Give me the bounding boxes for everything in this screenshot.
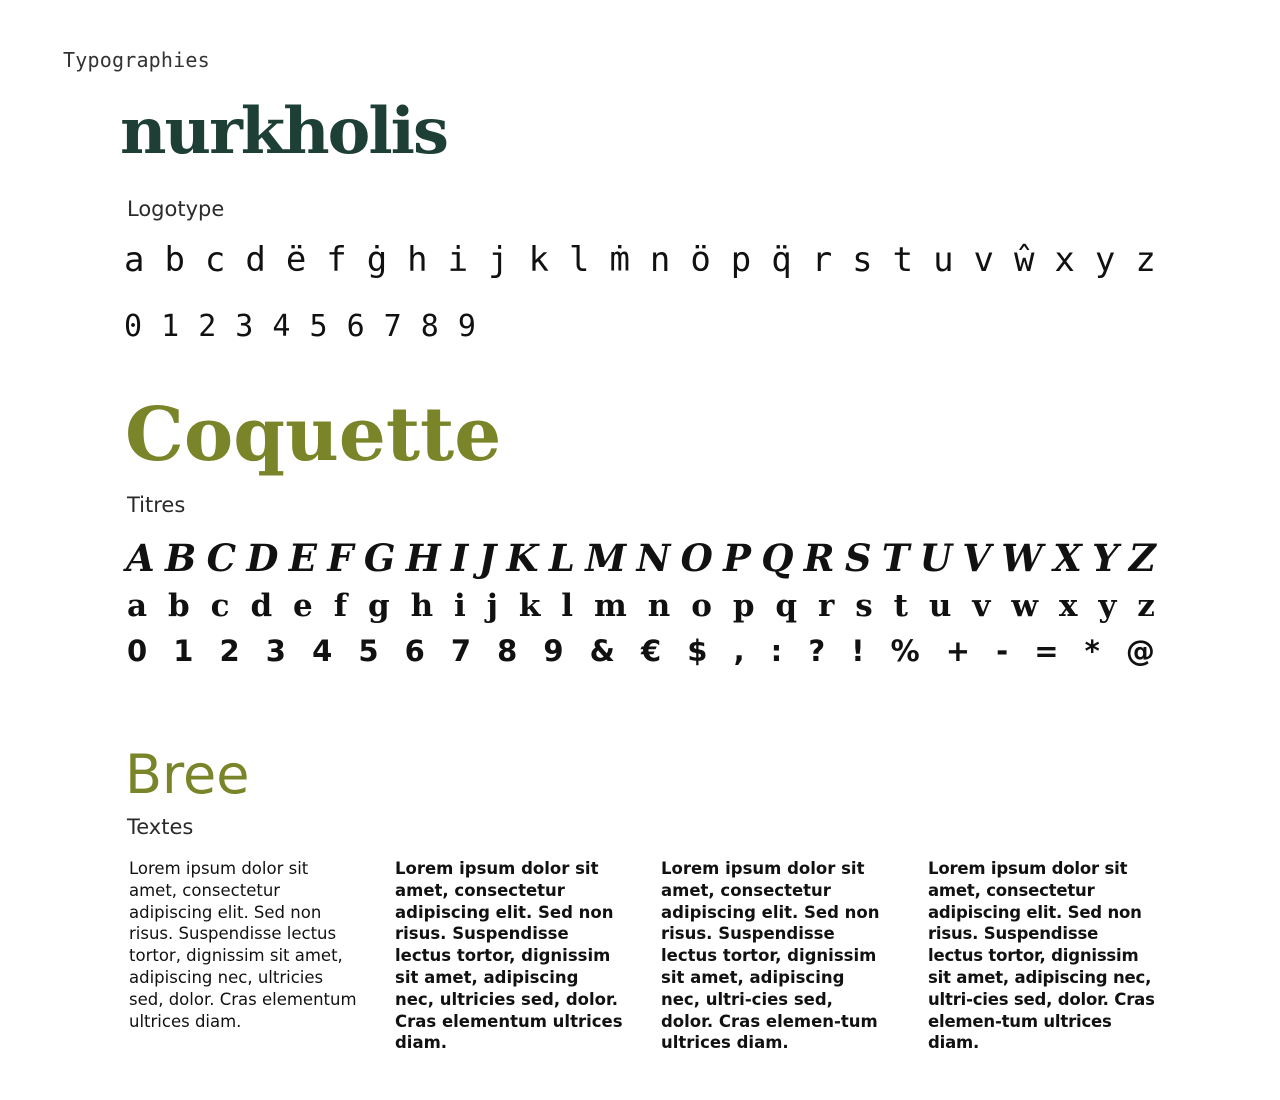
coquette-symbol-glyph: ? (808, 634, 826, 668)
coquette-symbol-glyph: € (641, 634, 662, 668)
logotype-glyph: r (811, 240, 833, 280)
logotype-digits-row (124, 309, 476, 344)
coquette-lowercase-glyph: r (818, 588, 835, 624)
coquette-uppercase-glyph: E (288, 536, 317, 580)
coquette-symbol-glyph: 6 (404, 634, 425, 668)
bree-sample-regular: Lorem ipsum dolor sit amet, consectetur adipiscing elit. Sed non risus. Suspendisse lectus tortor, dignissim sit amet, adipiscing nec, ultricies sed, dolor. Cras elementum ultrices diam. (129, 859, 357, 1031)
coquette-lowercase-glyph: h (410, 588, 434, 624)
coquette-uppercase-glyph: K (506, 536, 539, 580)
logotype-digit: 3 (235, 309, 254, 344)
coquette-uppercase-glyph: I (450, 536, 469, 580)
coquette-uppercase-glyph: D (246, 536, 279, 580)
logotype-glyph: l (568, 240, 590, 280)
logotype-digit: 2 (198, 309, 217, 344)
coquette-uppercase-glyph: O (680, 536, 713, 580)
logotype-glyph: k (528, 240, 550, 280)
logotype-glyph: u (933, 240, 954, 280)
coquette-symbol-glyph: 8 (497, 634, 518, 668)
coquette-lowercase-glyph: u (928, 588, 952, 624)
logotype-logo: nurkholis (120, 94, 447, 169)
logotype-digit: 6 (346, 309, 365, 344)
coquette-lowercase-glyph: x (1058, 588, 1078, 624)
page-heading: Typographies (63, 48, 210, 72)
coquette-symbol-glyph: $ (687, 634, 708, 668)
coquette-uppercase-glyph: B (165, 536, 197, 580)
coquette-symbol-glyph: 1 (173, 634, 194, 668)
coquette-symbol-glyph: = (1034, 634, 1059, 668)
logotype-glyph: b (164, 240, 185, 280)
coquette-lowercase-glyph: w (1011, 588, 1039, 624)
coquette-uppercase-glyph: M (585, 536, 627, 580)
coquette-symbol-glyph: - (996, 634, 1009, 668)
coquette-uppercase-glyph: P (723, 536, 751, 580)
coquette-uppercase-glyph: R (803, 536, 835, 580)
logotype-glyph: z (1135, 240, 1156, 280)
coquette-symbols-row (127, 634, 1155, 668)
coquette-uppercase-glyph: H (405, 536, 441, 580)
coquette-uppercase-glyph: C (206, 536, 237, 580)
logotype-glyph: t (892, 240, 914, 280)
logotype-glyph: ġ (366, 240, 388, 280)
coquette-title: Coquette (125, 392, 502, 478)
bree-sample-semibold: Lorem ipsum dolor sit amet, consectetur adipiscing elit. Sed non risus. Suspendisse lectus tortor, dignissim sit amet, adipiscing nec, ultricies sed, dolor. Cras elementum ultrices diam. (395, 859, 623, 1053)
coquette-uppercase-glyph: X (1053, 536, 1082, 580)
coquette-lowercase-glyph: z (1137, 588, 1155, 624)
coquette-symbol-glyph: % (890, 634, 920, 668)
coquette-lowercase-glyph: y (1098, 588, 1117, 624)
coquette-symbol-glyph: 3 (265, 634, 286, 668)
coquette-uppercase-glyph: V (962, 536, 991, 580)
logotype-digit: 1 (161, 309, 180, 344)
coquette-uppercase-glyph: N (636, 536, 671, 580)
coquette-lowercase-glyph: d (250, 588, 273, 624)
logotype-glyph: ŵ (1013, 240, 1035, 280)
coquette-uppercase-glyph: T (881, 536, 910, 580)
coquette-lowercase-glyph: l (561, 588, 574, 624)
coquette-symbol-glyph: 2 (219, 634, 240, 668)
coquette-lowercase-glyph: f (333, 588, 348, 624)
bree-title: Bree (125, 743, 250, 806)
coquette-uppercase-glyph: G (363, 536, 396, 580)
coquette-lowercase-glyph: t (893, 588, 908, 624)
bree-sample-black: Lorem ipsum dolor sit amet, consectetur adipiscing elit. Sed non risus. Suspendisse lectus tortor, dignissim sit amet, adipiscing nec, ultri-cies sed, dolor. Cras elemen-tum ultrices diam. (928, 859, 1155, 1053)
coquette-uppercase-glyph: Y (1092, 536, 1119, 580)
coquette-uppercase-glyph: J (478, 536, 497, 580)
coquette-lowercase-glyph: a (127, 588, 148, 624)
logotype-glyph: n (649, 240, 671, 280)
logotype-label: Logotype (127, 197, 225, 221)
logotype-digit: 0 (124, 309, 143, 344)
coquette-symbol-glyph: @ (1125, 634, 1155, 668)
coquette-lowercase-glyph: c (210, 588, 230, 624)
coquette-symbol-glyph: , (733, 634, 745, 668)
coquette-lowercase-glyph: s (855, 588, 873, 624)
coquette-uppercase-glyph: U (919, 536, 952, 580)
logotype-glyph: p (730, 240, 752, 280)
logotype-glyph: i (447, 240, 469, 280)
coquette-label: Titres (127, 493, 186, 517)
logotype-glyph: v (973, 240, 994, 280)
coquette-uppercase-glyph: Q (761, 536, 794, 580)
coquette-uppercase-row (126, 536, 1156, 580)
coquette-lowercase-glyph: v (972, 588, 991, 624)
bree-sample-bold: Lorem ipsum dolor sit amet, consectetur adipiscing elit. Sed non risus. Suspendisse lectus tortor, dignissim sit amet, adipiscing nec, ultri-cies sed, dolor. Cras elemen-tum ultrices diam. (661, 859, 880, 1053)
coquette-lowercase-glyph: j (486, 588, 498, 624)
logotype-digit: 5 (309, 309, 328, 344)
logotype-glyph: c (204, 240, 226, 280)
coquette-uppercase-glyph: A (126, 536, 155, 580)
coquette-symbol-glyph: 4 (312, 634, 333, 668)
coquette-uppercase-glyph: S (844, 536, 872, 580)
logotype-glyph: a (124, 240, 145, 280)
coquette-symbol-glyph: & (589, 634, 615, 668)
coquette-lowercase-glyph: q (775, 588, 798, 624)
coquette-symbol-glyph: * (1084, 634, 1100, 668)
bree-label: Textes (127, 815, 194, 839)
logotype-lowercase-row (124, 240, 1156, 280)
coquette-lowercase-glyph: i (454, 588, 466, 624)
coquette-symbol-glyph: ! (851, 634, 865, 668)
logotype-glyph: ë (285, 240, 307, 280)
logotype-glyph: y (1094, 240, 1116, 280)
logotype-glyph: ö (690, 240, 711, 280)
logotype-glyph: ṁ (609, 240, 630, 280)
coquette-symbol-glyph: : (770, 634, 783, 668)
logotype-glyph: d (245, 240, 266, 280)
coquette-symbol-glyph: 0 (127, 634, 148, 668)
logotype-digit: 9 (457, 309, 476, 344)
logotype-digit: 8 (420, 309, 439, 344)
coquette-lowercase-row (127, 588, 1155, 624)
logotype-glyph: h (407, 240, 428, 280)
coquette-symbol-glyph: 7 (450, 634, 472, 668)
coquette-lowercase-glyph: k (518, 588, 541, 624)
coquette-symbol-glyph: 9 (543, 634, 564, 668)
logotype-digit: 4 (272, 309, 291, 344)
logotype-digit: 7 (383, 309, 402, 344)
coquette-lowercase-glyph: p (732, 588, 755, 624)
coquette-lowercase-glyph: o (691, 588, 712, 624)
coquette-symbol-glyph: + (945, 634, 971, 668)
logotype-glyph: j (488, 240, 509, 280)
coquette-uppercase-glyph: F (327, 536, 354, 580)
logotype-glyph: f (326, 240, 347, 280)
coquette-symbol-glyph: 5 (358, 634, 379, 668)
coquette-uppercase-glyph: L (548, 536, 575, 580)
coquette-lowercase-glyph: b (168, 588, 190, 624)
logotype-glyph: x (1054, 240, 1075, 280)
logotype-glyph: q̈ (771, 240, 792, 280)
logotype-glyph: s (852, 240, 873, 280)
coquette-uppercase-glyph: W (1001, 536, 1043, 580)
coquette-lowercase-glyph: m (594, 588, 627, 624)
coquette-lowercase-glyph: g (367, 588, 390, 624)
coquette-uppercase-glyph: Z (1128, 536, 1156, 580)
coquette-lowercase-glyph: e (293, 588, 313, 624)
coquette-lowercase-glyph: n (647, 588, 671, 624)
